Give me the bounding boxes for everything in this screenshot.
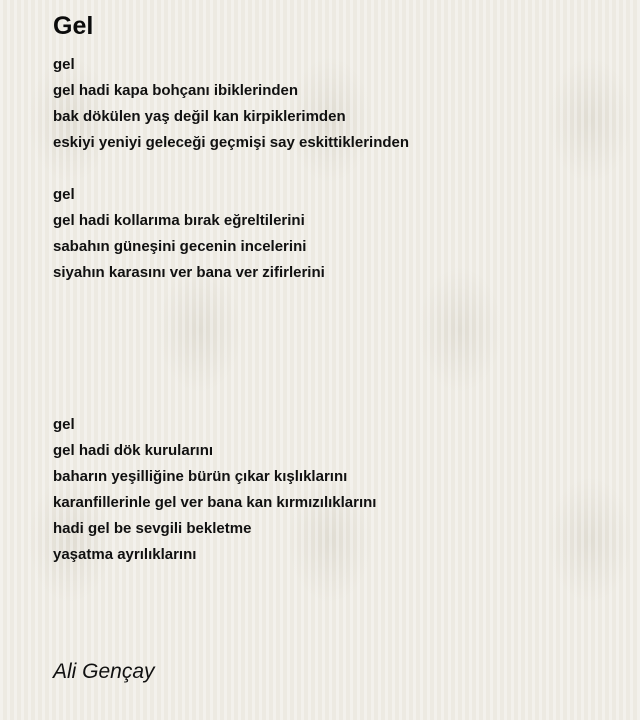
poem-line: eskiyi yeniyi geleceği geçmişi say eskittiklerinden	[53, 134, 410, 151]
poem-line: bak dökülen yaş değil kan kirpiklerimden	[53, 108, 346, 125]
stanza-1	[53, 52, 409, 156]
poem-line: gel	[53, 416, 75, 433]
poem-line: sabahın güneşini gecenin incelerini	[53, 238, 307, 255]
poem-line: gel hadi kollarıma bırak eğreltilerini	[53, 212, 305, 229]
poem-line: gel	[53, 186, 75, 203]
poem-title: Gel	[53, 12, 94, 40]
poem-author: Ali Gençay	[53, 660, 155, 683]
poem-line: hadi gel be sevgili bekletme	[53, 520, 252, 537]
stanza-3	[53, 412, 376, 568]
poem-line: gel	[53, 56, 75, 73]
poem-line: karanfillerinle gel ver bana kan kırmızılıklarını	[53, 494, 377, 511]
poem-line: gel hadi dök kurularını	[53, 442, 214, 459]
stanza-2	[53, 182, 325, 286]
poem-line: yaşatma ayrılıklarını	[53, 546, 197, 563]
poem-line: gel hadi kapa bohçanı ibiklerinden	[53, 82, 299, 99]
poem-line: baharın yeşilliğine bürün çıkar kışlıklarını	[53, 468, 348, 485]
poem-line: siyahın karasını ver bana ver zifirlerini	[53, 264, 325, 281]
